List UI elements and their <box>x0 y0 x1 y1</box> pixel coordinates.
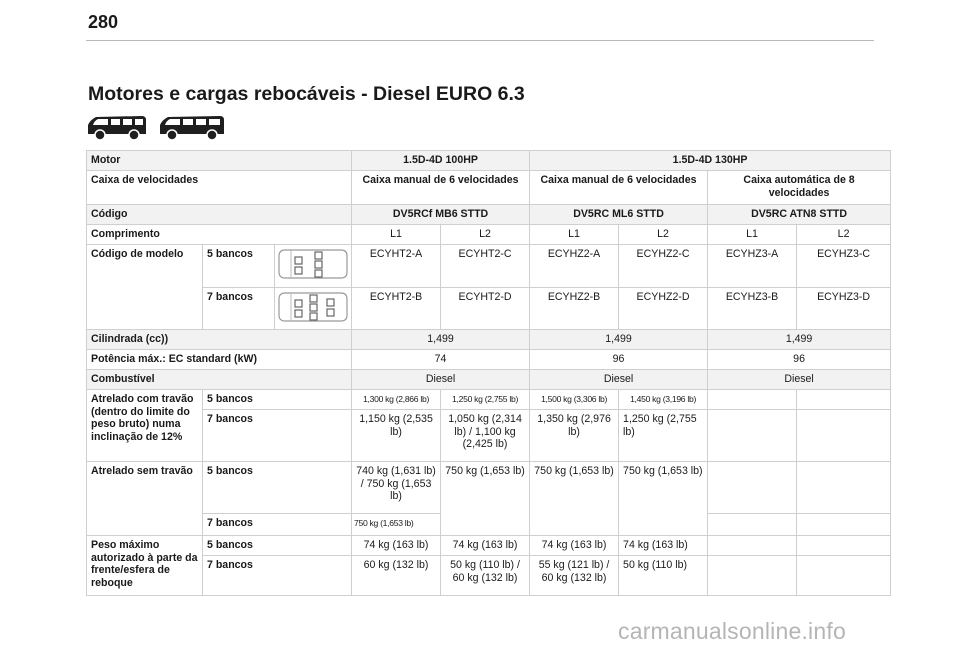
code-label: Código <box>87 205 352 225</box>
displacement-value: 1,499 <box>352 330 530 350</box>
unbraked-label: Atrelado sem travão <box>87 462 203 536</box>
braked-value: 1,150 kg (2,535 lb) <box>352 410 441 462</box>
unbraked-value: 750 kg (1,653 lb) <box>619 462 708 536</box>
row-unbraked-5 <box>87 462 891 514</box>
row-code <box>87 205 891 225</box>
power-value: 74 <box>352 350 530 370</box>
nose-value: 55 kg (121 lb) / 60 kg (132 lb) <box>530 556 619 596</box>
braked-label: Atrelado com travão (dentro do limite do peso bruto) numa inclinação de 12% <box>87 390 203 462</box>
braked-value: 1,250 kg (2,755 lb) <box>441 390 530 410</box>
model-code: ECYHT2-C <box>441 245 530 288</box>
length-value: L2 <box>797 225 891 245</box>
row-nose-5 <box>87 536 891 556</box>
row-motor <box>87 151 891 171</box>
empty-cell <box>708 390 797 410</box>
fuel-value: Diesel <box>352 370 530 390</box>
row-power <box>87 350 891 370</box>
code-1: DV5RCf MB6 STTD <box>352 205 530 225</box>
model-code: ECYHZ2-D <box>619 287 708 330</box>
motor-label: Motor <box>87 151 352 171</box>
gearbox-1: Caixa manual de 6 velocidades <box>352 171 530 205</box>
unbraked-value: 750 kg (1,653 lb) <box>352 514 441 536</box>
empty-cell <box>797 410 891 462</box>
fuel-value: Diesel <box>708 370 891 390</box>
unbraked-value: 750 kg (1,653 lb) <box>441 462 530 536</box>
model-label: Código de modelo <box>87 245 203 330</box>
empty-cell <box>797 390 891 410</box>
unbraked-value: 740 kg (1,631 lb) / 750 kg (1,653 lb) <box>352 462 441 514</box>
nose-value: 74 kg (163 lb) <box>619 536 708 556</box>
empty-cell <box>708 514 797 536</box>
nose-value: 74 kg (163 lb) <box>530 536 619 556</box>
watermark: carmanualsonline.info <box>618 618 846 644</box>
displacement-value: 1,499 <box>708 330 891 350</box>
empty-cell <box>797 536 891 556</box>
motor-100hp: 1.5D-4D 100HP <box>352 151 530 171</box>
power-label: Potência máx.: EC standard (kW) <box>87 350 352 370</box>
seating-5-icon <box>275 245 352 288</box>
displacement-label: Cilindrada (cc)) <box>87 330 352 350</box>
unbraked-seats-7: 7 bancos <box>203 514 352 536</box>
nose-value: 50 kg (110 lb) / 60 kg (132 lb) <box>441 556 530 596</box>
empty-cell <box>797 514 891 536</box>
braked-value: 1,300 kg (2,866 lb) <box>352 390 441 410</box>
nose-value: 60 kg (132 lb) <box>352 556 441 596</box>
length-label: Comprimento <box>87 225 352 245</box>
model-code: ECYHZ2-A <box>530 245 619 288</box>
nose-value: 50 kg (110 lb) <box>619 556 708 596</box>
row-model-7 <box>87 287 891 330</box>
gearbox-2: Caixa manual de 6 velocidades <box>530 171 708 205</box>
length-value: L1 <box>530 225 619 245</box>
nose-seats-7: 7 bancos <box>203 556 352 596</box>
gearbox-label: Caixa de velocidades <box>87 171 352 205</box>
row-model-5 <box>87 245 891 288</box>
van-short-icon <box>88 116 146 140</box>
unbraked-value: 750 kg (1,653 lb) <box>530 462 619 536</box>
length-value: L2 <box>619 225 708 245</box>
braked-value: 1,250 kg (2,755 lb) <box>619 410 708 462</box>
power-value: 96 <box>530 350 708 370</box>
empty-cell <box>708 410 797 462</box>
length-value: L2 <box>441 225 530 245</box>
row-length <box>87 225 891 245</box>
length-value: L1 <box>352 225 441 245</box>
model-code: ECYHZ3-C <box>797 245 891 288</box>
row-braked-5 <box>87 390 891 410</box>
length-value: L1 <box>708 225 797 245</box>
braked-value: 1,350 kg (2,976 lb) <box>530 410 619 462</box>
fuel-value: Diesel <box>530 370 708 390</box>
nose-value: 74 kg (163 lb) <box>352 536 441 556</box>
page-number: 280 <box>88 12 119 32</box>
braked-seats-5: 5 bancos <box>203 390 352 410</box>
motor-130hp: 1.5D-4D 130HP <box>530 151 891 171</box>
seating-7-icon <box>275 287 352 330</box>
nose-value: 74 kg (163 lb) <box>441 536 530 556</box>
fuel-label: Combustível <box>87 370 352 390</box>
empty-cell <box>708 536 797 556</box>
model-seats-7: 7 bancos <box>203 287 275 330</box>
braked-value: 1,500 kg (3,306 lb) <box>530 390 619 410</box>
braked-value: 1,450 kg (3,196 lb) <box>619 390 708 410</box>
model-seats-5: 5 bancos <box>203 245 275 288</box>
row-gearbox <box>87 171 891 205</box>
model-code: ECYHT2-B <box>352 287 441 330</box>
row-nose-7 <box>87 556 891 596</box>
engine-towing-table <box>86 150 891 596</box>
code-3: DV5RC ATN8 STTD <box>708 205 891 225</box>
empty-cell <box>797 556 891 596</box>
displacement-value: 1,499 <box>530 330 708 350</box>
model-code: ECYHT2-D <box>441 287 530 330</box>
model-code: ECYHZ3-B <box>708 287 797 330</box>
braked-value: 1,050 kg (2,314 lb) / 1,100 kg (2,425 lb) <box>441 410 530 462</box>
row-braked-7 <box>87 410 891 462</box>
empty-cell <box>797 462 891 514</box>
empty-cell <box>708 556 797 596</box>
model-code: ECYHT2-A <box>352 245 441 288</box>
row-displacement <box>87 330 891 350</box>
model-code: ECYHZ2-C <box>619 245 708 288</box>
gearbox-3: Caixa automática de 8 velocidades <box>708 171 891 205</box>
model-code: ECYHZ3-D <box>797 287 891 330</box>
empty-cell <box>708 462 797 514</box>
page-title: Motores e cargas rebocáveis - Diesel EURO 6.3 <box>88 83 525 105</box>
unbraked-seats-5: 5 bancos <box>203 462 352 514</box>
van-long-icon <box>160 116 224 140</box>
nose-seats-5: 5 bancos <box>203 536 352 556</box>
model-code: ECYHZ3-A <box>708 245 797 288</box>
code-2: DV5RC ML6 STTD <box>530 205 708 225</box>
header-divider <box>86 40 874 41</box>
braked-seats-7: 7 bancos <box>203 410 352 462</box>
van-icons <box>84 112 224 142</box>
nose-weight-label: Peso máximo autorizado à parte da frente/esfera de reboque <box>87 536 203 596</box>
row-fuel <box>87 370 891 390</box>
power-value: 96 <box>708 350 891 370</box>
model-code: ECYHZ2-B <box>530 287 619 330</box>
